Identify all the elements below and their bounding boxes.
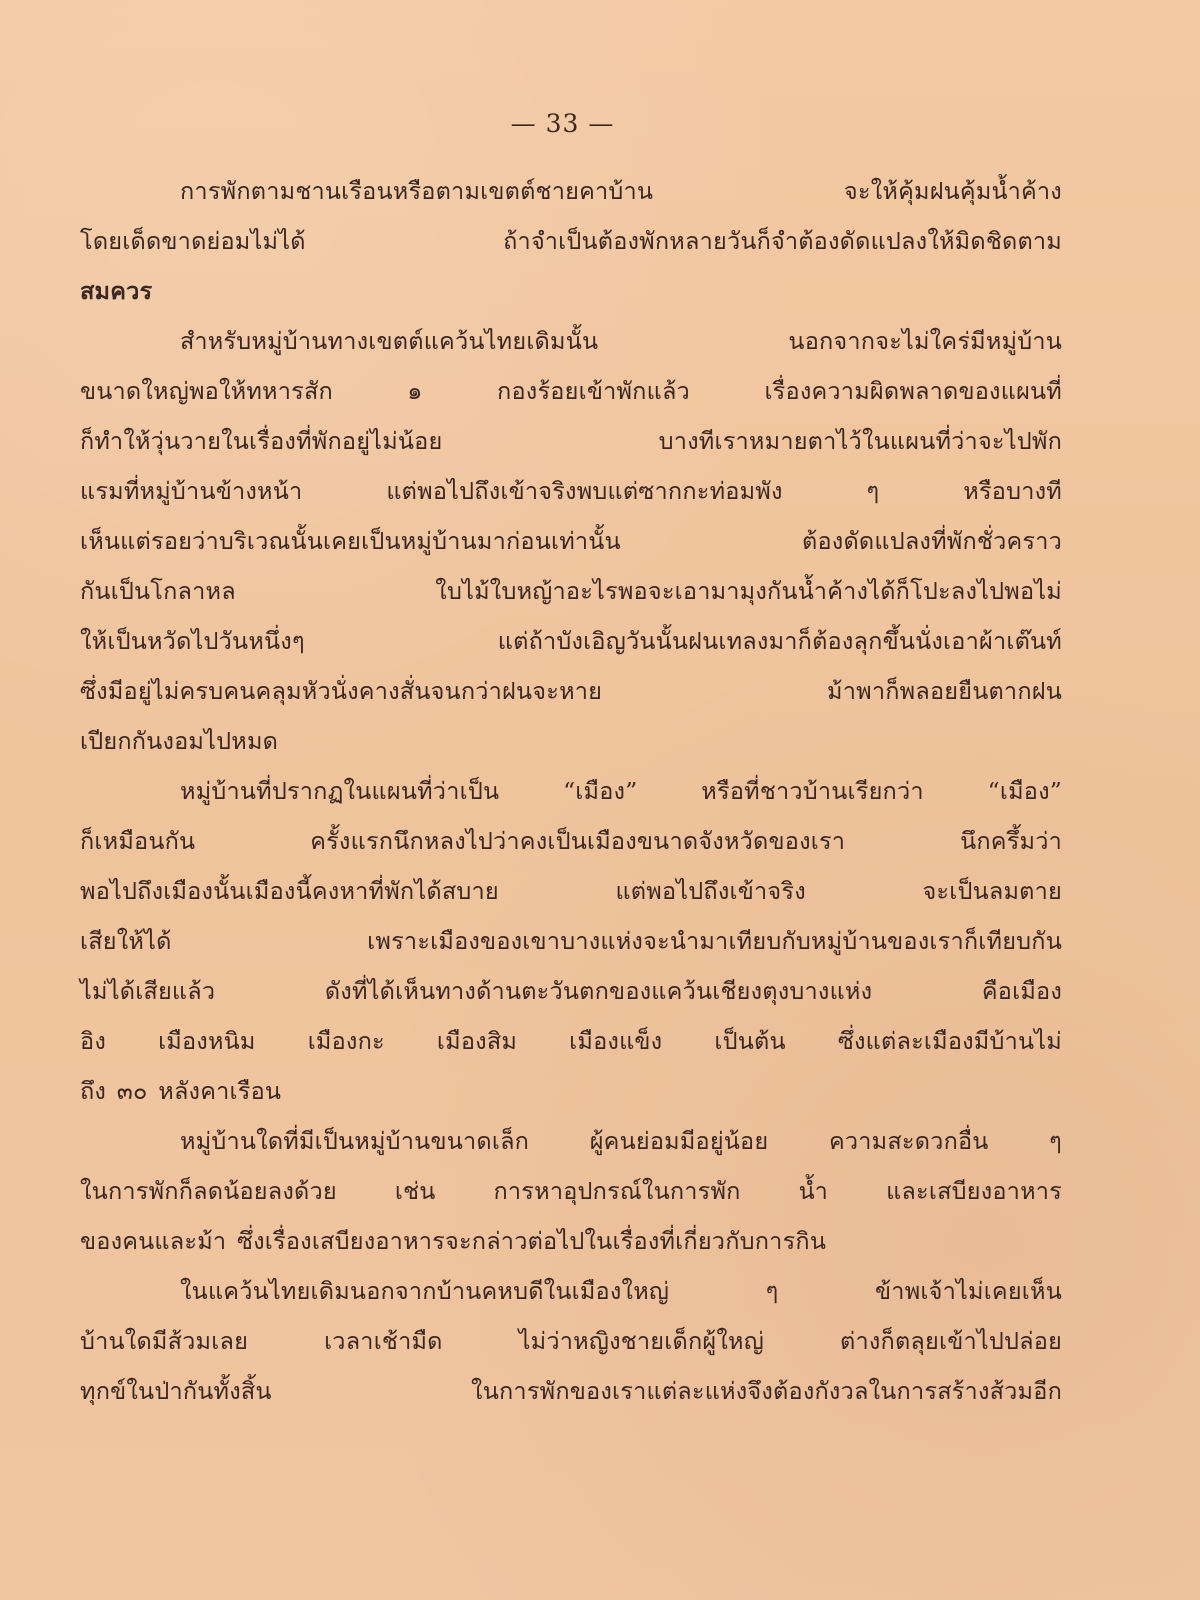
text-line: ในการพักก็ลดน้อยลงด้วย เช่น การหาอุปกรณ์ในการพัก น้ำ และเสบียงอาหาร bbox=[80, 1177, 1062, 1205]
text-line: ก็เหมือนกัน ครั้งแรกนึกหลงไปว่าคงเป็นเมืองขนาดจังหวัดของเรา นึกครึ้มว่า bbox=[80, 827, 1062, 855]
text-line: เปียกกันงอมไปหมด bbox=[80, 727, 279, 755]
text-line: บ้านใดมีส้วมเลย เวลาเช้ามืด ไม่ว่าหญิงชายเด็กผู้ใหญ่ ต่างก็ตลุยเข้าไปปล่อย bbox=[80, 1327, 1062, 1355]
text-line: โดยเด็ดขาดย่อมไม่ได้ ถ้าจำเป็นต้องพักหลายวันก็จำต้องดัดแปลงให้มิดชิดตาม bbox=[80, 227, 1062, 255]
text-line: เห็นแต่รอยว่าบริเวณนั้นเคยเป็นหมู่บ้านมาก่อนเท่านั้น ต้องดัดแปลงที่พักชั่วคราว bbox=[80, 527, 1062, 555]
text-line: ซึ่งมีอยู่ไม่ครบคนคลุมหัวนั่งคางสั่นจนกว่าฝนจะหาย ม้าพาก็พลอยยืนตากฝน bbox=[80, 677, 1062, 705]
text-line: ของคนและม้า ซึ่งเรื่องเสบียงอาหารจะกล่าวต่อไปในเรื่องที่เกี่ยวกับการกิน bbox=[80, 1227, 827, 1255]
text-line: หมู่บ้านที่ปรากฏในแผนที่ว่าเป็น “เมือง” หรือที่ชาวบ้านเรียกว่า “เมือง” bbox=[180, 777, 1062, 805]
text-line: สำหรับหมู่บ้านทางเขตต์แคว้นไทยเดิมนั้น นอกจากจะไม่ใคร่มีหมู่บ้าน bbox=[180, 327, 1062, 355]
text-line: ถึง ๓๐ หลังคาเรือน bbox=[80, 1077, 282, 1105]
body-text bbox=[80, 166, 1062, 1416]
text-line: พอไปถึงเมืองนั้นเมืองนี้คงหาที่พักได้สบาย แต่พอไปถึงเข้าจริง จะเป็นลมตาย bbox=[80, 877, 1062, 905]
text-line: หมู่บ้านใดที่มีเป็นหมู่บ้านขนาดเล็ก ผู้คนย่อมมีอยู่น้อย ความสะดวกอื่น ๆ bbox=[180, 1127, 1062, 1155]
text-line: แรมที่หมู่บ้านข้างหน้า แต่พอไปถึงเข้าจริงพบแต่ซากกะท่อมพัง ๆ หรือบางที bbox=[80, 477, 1062, 505]
text-line: เสียให้ได้ เพราะเมืองของเขาบางแห่งจะนำมาเทียบกับหมู่บ้านของเราก็เทียบกัน bbox=[80, 927, 1062, 955]
text-line: การพักตามชานเรือนหรือตามเขตต์ชายคาบ้าน จะให้คุ้มฝนคุ้มน้ำค้าง bbox=[180, 177, 1062, 205]
text-line: กันเป็นโกลาหล ใบไม้ใบหญ้าอะไรพอจะเอามามุงกันน้ำค้างได้ก็โปะลงไปพอไม่ bbox=[80, 577, 1062, 605]
text-line: ทุกข์ในป่ากันทั้งสิ้น ในการพักของเราแต่ละแห่งจึงต้องกังวลในการสร้างส้วมอีก bbox=[80, 1377, 1062, 1405]
text-line: ไม่ได้เสียแล้ว ดังที่ได้เห็นทางด้านตะวันตกของแคว้นเชียงตุงบางแห่ง คือเมือง bbox=[80, 977, 1062, 1005]
text-line: ให้เป็นหวัดไปวันหนึ่งๆ แต่ถ้าบังเอิญวันนั้นฝนเทลงมาก็ต้องลุกขึ้นนั่งเอาผ้าเต๊นท์ bbox=[80, 627, 1062, 655]
text-line: สมควร bbox=[80, 277, 153, 305]
text-line: อิง เมืองหนิม เมืองกะ เมืองสิม เมืองแข็ง เป็นต้น ซึ่งแต่ละเมืองมีบ้านไม่ bbox=[80, 1027, 1062, 1055]
page-number: — 33 — bbox=[510, 109, 615, 138]
text-line: ในแคว้นไทยเดิมนอกจากบ้านคหบดีในเมืองใหญ่ ๆ ข้าพเจ้าไม่เคยเห็น bbox=[180, 1277, 1062, 1305]
text-line: ก็ทำให้วุ่นวายในเรื่องที่พักอยู่ไม่น้อย บางทีเราหมายตาไว้ในแผนที่ว่าจะไปพัก bbox=[80, 427, 1062, 455]
text-line: ขนาดใหญ่พอให้ทหารสัก ๑ กองร้อยเข้าพักแล้ว เรื่องความผิดพลาดของแผนที่ bbox=[80, 377, 1062, 405]
